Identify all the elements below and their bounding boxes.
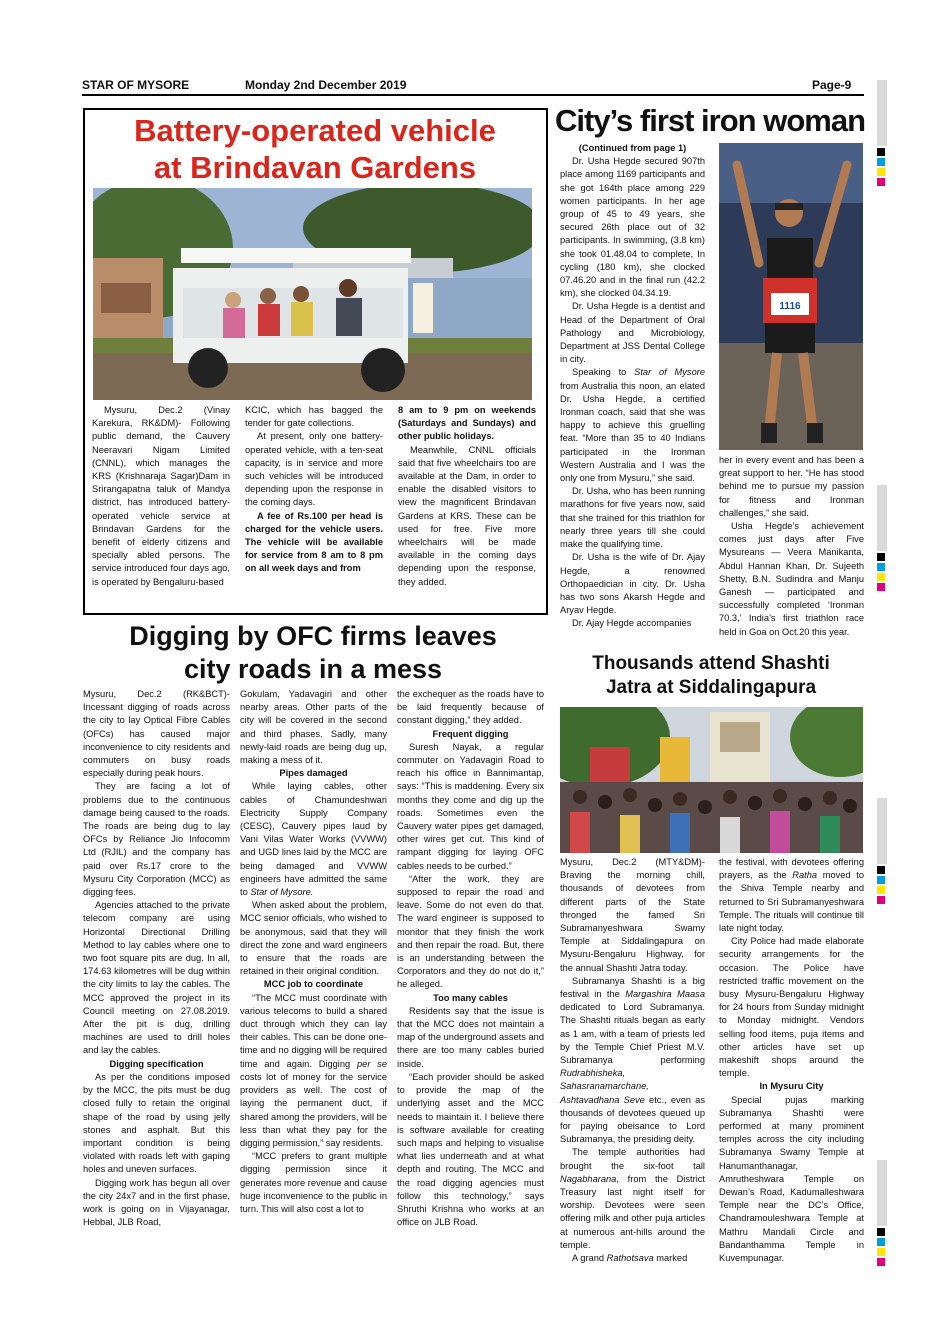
iron-para5: Dr. Usha is the wife of Dr. Ajay Hegde, a renowned Orthopaedician in city. Dr. Usha has two sons Akarsh Hegde and Aryav Hegde. [560,552,705,616]
ofc-c3-subhead2: Too many cables [433,992,508,1003]
shashti-c2-para3: Special pujas marking Subramanya Shashti were performed at many prominent temples across the city including Subramanya Swamy Temple at Hanumanthanagar, Amrutheshwara Temple on Dewan’s Road, Kadumalleshwara Temple near the DC’s Office, Chandramouleshwara Temple at Mathru Mandali Circle and Bandanthamma Temple in Kuvempunagar. [719,1094,864,1264]
ofc-c1-para5: Digging work has begun all over the city 24x7 and in the first phase, work is going on in Vijayanagar, Hebbal, JLB Road, [83,1177,230,1228]
ofc-c3-para1: the exchequer as the roads have to be laid frequently because of constant digging,” they added. [397,689,544,726]
print-mark-cyan [877,158,885,166]
print-grey-bar [877,80,887,146]
print-mark-cyan [877,876,885,884]
iron-column-2 [719,454,864,639]
ofc-c2-subhead2: MCC job to coordinate [263,979,364,990]
iron-para8: Usha Hegde’s achievement comes just days after Five Mysureans — Veera Manikanta, Abdul Hannan Khan, Dr. Sujeeth Shetty, B.N. Sudindra and Manju Ganesh — participated and successfully completed ‘Ironman 70.3,’ India’s first triathlon race held in Goa on Oct.20 this year. [719,521,864,637]
print-mark-magenta [877,1258,885,1266]
ofc-c3-para3: “After the work, they are supposed to repair the road and leave. Some do not even do that. The ward engineer is supposed to monitor that they finish the work and then repair the road. But, there is an understanding between the Corporators and they do not do it,” he alleged. [397,873,544,990]
battery-headline-line1: Battery-operated vehicle [134,113,496,148]
ofc-c1-para4: As per the conditions imposed by the MCC, the pits must be dug closed fully to retain the original shape of the road by using jelly stones and asphalt. But this important condition is being violated with roads left with gaping holes and uneven surfaces. [83,1071,230,1175]
battery-headline-line2: at Brindavan Gardens [153,150,477,185]
ofc-c2-para1: Gokulam, Yadavagiri and other nearby areas. Other parts of the city will be covered in the second and third phases. Sadly, many newly-laid roads are being dug up, making a mess of it. [240,689,387,766]
battery-col1-text: Mysuru, Dec.2 (Vinay Karekura, RK&DM)- Following public demand, the Cauvery Neeravari Nigam Limited (CNNL), which manages the KRS (Krishnaraja Sagar)Dam in Srirangapatna taluk of Mandya district, has introduced battery-operated vehicle service at Brindavan Gardens for the benefit of elderly citizens and specially abled persons. The service introduced four days ago, is operated by Bengaluru-based [92,405,230,587]
shashti-c2-para2: City Police had made elaborate security arrangements for the occasion. The Police have restricted traffic movement on the busy Mysuru-Bengaluru Highway for 24 hours from Sunday midnight to Monday midnight. Vendors selling food items, puja items and other articles have set up makeshift shops around the temple. [719,936,864,1079]
print-mark-black [877,1228,885,1236]
iron-continued: (Continued from page 1) [578,143,687,153]
print-mark-yellow [877,573,885,581]
shashti-headline [556,652,866,700]
ofc-c2-para4: “The MCC must coordinate with various telecoms to build a shared duct through which they can lay their cables. This can be done one-time and no digging will be required time and again. Digging per se costs lot of money for the service providers as well. The cost of laying the permanent duct, if shared among the providers, will be less than what they pay for the digging permission,” say residents. [240,992,388,1148]
ofc-c3-subhead1: Frequent digging [432,728,509,739]
print-grey-bar [877,798,887,864]
shashti-c1-para1: Mysuru, Dec.2 (MTY&DM)- Braving the morning chill, thousands of devotees from different parts of the State thronged the famed Sri Subramanyeshwara Swamy Temple at Siddalingapura on Mysuru-Bengaluru Highway, for the annual Shashti Jatra today. [560,857,705,973]
print-mark-magenta [877,178,885,186]
ofc-headline-line2: city roads in a mess [183,654,443,684]
battery-col2-para1: KCIC, which has bagged the tender for gate collections. [245,405,383,429]
print-mark-magenta [877,583,885,591]
page-number: Page-9 [812,78,852,92]
iron-para2: Dr. Usha Hegde is a dentist and Head of the Department of Oral Pathology and Microbiology, Department at JSS Dental College in city. [560,301,705,365]
iron-para1: Dr. Usha Hegde secured 907th place among 1169 participants and she got 164th place among 229 women participants. In her age group of 45 to 49 years, she secured 26th place out of 32 participants. In swimming, (3.8 km) she took 01.48.04 to complete, In cycling (180 km), she clocked 07.46.20 and in the final run (42.2 km), she clocked 04.34.19. [560,156,705,299]
print-mark-yellow [877,1248,885,1256]
paper-name: STAR OF MYSORE [82,78,190,92]
iron-headline: City’s first iron woman [555,103,866,138]
battery-col3-para2: Meanwhile, CNNL officials said that five wheelchairs too are available at the Dam, in order to enable the disabled visitors to view the magnificent Brindavan Gardens at KRS. These can be used for free. Five more wheelchairs will be made available in the coming days depending upon the response, they added. [398,444,536,587]
battery-col2-para3: A fee of Rs.100 per head is charged for the vehicle users. The vehicle will be available for service from 8 am to 8 pm on all week days and from [245,510,383,574]
ofc-c3-para4: Residents say that the issue is that the MCC does not maintain a map of the underground assets and there are too many cables buried inside. [397,1005,544,1069]
iron-para4: Dr. Usha, who has been running marathons for five years now, said that she trained for this triathlon for nearly three years till she could make the qualifying time. [560,486,705,550]
ofc-c2-para5: “MCC prefers to grant multiple digging permission since it generates more revenue and cause huge inconvenience to the public in turn. This will also cost a lot to [240,1151,387,1214]
battery-column-1 [92,404,230,589]
iron-para7: her in every event and has been a great support to her. “He has stood behind me to pursue my passion for fitness and Ironman challenges,” she said. [719,455,864,518]
ofc-c1-subhead: Digging specification [109,1058,204,1069]
print-mark-black [877,148,885,156]
shashti-column-1 [560,856,705,1265]
print-mark-black [877,553,885,561]
shashti-headline-line2: Jatra at Siddalingapura [605,677,817,698]
print-mark-black [877,866,885,874]
shashti-c2-para1: the festival, with devotees offering prayers, as the Ratha moved to the Shiva Temple nearby and returned to Sri Subramanyeshwara Temple. The rituals will continue till late night today. [719,857,864,934]
ofc-c2-para3: When asked about the problem, MCC senior officials, who wished to be anonymous, said that they will direct the zone and ward engineers to ensure that the roads are retained in their original condition. [240,900,387,977]
ofc-headline-line1: Digging by OFC firms leaves [129,621,497,651]
iron-column-1 [560,142,705,631]
ofc-c2-para2: While laying cables, other cables of Chamundeshwari Electricity Supply Company (CESC), Cauvery pipes laud by Vani Vilas Water Works (VVWW) and UGD lines laid by the MCC are being damaged and VVWW engineers have admitted the same to Star of Mysore. [240,781,387,898]
iron-para6: Dr. Ajay Hegde accompanies [572,618,692,629]
ofc-c2-subhead1: Pipes damaged [279,768,348,779]
race-bib-number: 1116 [779,301,801,312]
issue-date: Monday 2nd December 2019 [245,78,407,92]
shashti-c1-para2: Subramanya Shashti is a big festival in the Margashira Maasa dedicated to Lord Subramanya. The Shashti rituals began as early as 1 am, with a team of priests led by the Temple Chief Priest M.V. Subramanya performing Rudrabhisheka, Sahasranamarchane, Ashtavadhana Seve etc., even as thousands of devotees queued up for paying obeisance to Lord Subramanya, the presiding deity. [560,975,706,1145]
iron-para3: Speaking to Star of Mysore from Australia this noon, an elated Dr. Usha Hegde, a certified Ironman coach, said that she was happy to achieve this gruelling feat. “More than 35 to 40 Indians participated in the Ironman Western Australia and I was the only one from Mysuru,” she said. [560,367,706,484]
battery-vehicle-photo [93,188,532,400]
ofc-column-2 [240,688,387,1216]
shashti-c1-para4: A grand Rathotsava marked [572,1253,688,1264]
print-grey-bar [877,485,887,551]
ofc-column-3 [397,688,544,1229]
print-mark-cyan [877,1238,885,1246]
print-mark-magenta [877,896,885,904]
battery-headline [85,112,545,186]
ofc-c1-para1: Mysuru, Dec.2 (RK&BCT)- Incessant digging of roads across the city to lay Optical Fibre Cables (OFCs) has caused major inconvenience to city residents and commuters on busy roads especially during peak hours. [83,689,230,779]
ofc-headline [83,620,543,686]
shashti-headline-line1: Thousands attend Shashti [592,653,830,674]
print-mark-cyan [877,563,885,571]
shashti-c1-para3: The temple authorities had brought the six-foot tall Nagabharana, from the District Treasury last night itself for worship. Devotees were seen offering milk and other puja articles at numerous ant-hills around the temple. [560,1147,705,1250]
ofc-c3-para2: Suresh Nayak, a regular commuter on Yadavagiri Road to reach his office in Bannimantap, says: “This is maddening. Every six months they come and dig up the roads. Sometimes even the Cauvery water pipes get damaged, other wires get cut. This kind of rampant digging for laying OFC cables needs to be curbed.” [397,741,544,871]
print-mark-yellow [877,168,885,176]
shashti-column-2 [719,856,864,1265]
battery-col2-para2: At present, only one battery-operated vehicle, with a ten-seat capacity, is in service and more such vehicles will be introduced depending upon the response in the coming days. [245,431,383,508]
ofc-c3-para5: “Each provider should be asked to provide the map of the underlying asset and the MCC needs to maintain it. I believe there is software available for creating such maps and helping to visualise what lies underneath and at what depth and routing. The MCC and the road digging agencies must follow this technology,” says Shruthi Krishna who works at an office on JLB Road. [397,1071,544,1228]
shashti-c2-subhead: In Mysuru City [759,1081,824,1092]
battery-column-3 [398,404,536,589]
ofc-c1-para3: Agencies attached to the private telecom company are using Horizontal Directional Drilling Method to lay cables where one to two foot square pits are dug. In all, 174.63 kilometres will be dug within the city limits to lay the cables. The MCC approved the project in its Council meeting on 27.08.2019. After the pit is dug, drilling machines are used to drill holes and lay the cables. [83,900,230,1056]
battery-column-2 [245,404,383,576]
shashti-crowd-photo [560,707,863,853]
ofc-c1-para2: They are facing a lot of problems due to the continuous damage being caused to the roads. The roads are being dug to lay OFCs by Reliance Jio Infocomm Ltd (RJIL) and the company has paid over Rs.17 crore to the Mysuru City Corporation (MCC) as digging fees. [83,781,230,898]
print-mark-yellow [877,886,885,894]
battery-col3-para1: 8 am to 9 pm on weekends (Saturdays and Sundays) and other public holidays. [398,405,536,442]
iron-woman-photo [719,143,863,450]
print-grey-bar [877,1160,887,1226]
header-rule [82,94,864,96]
ofc-column-1 [83,688,230,1229]
